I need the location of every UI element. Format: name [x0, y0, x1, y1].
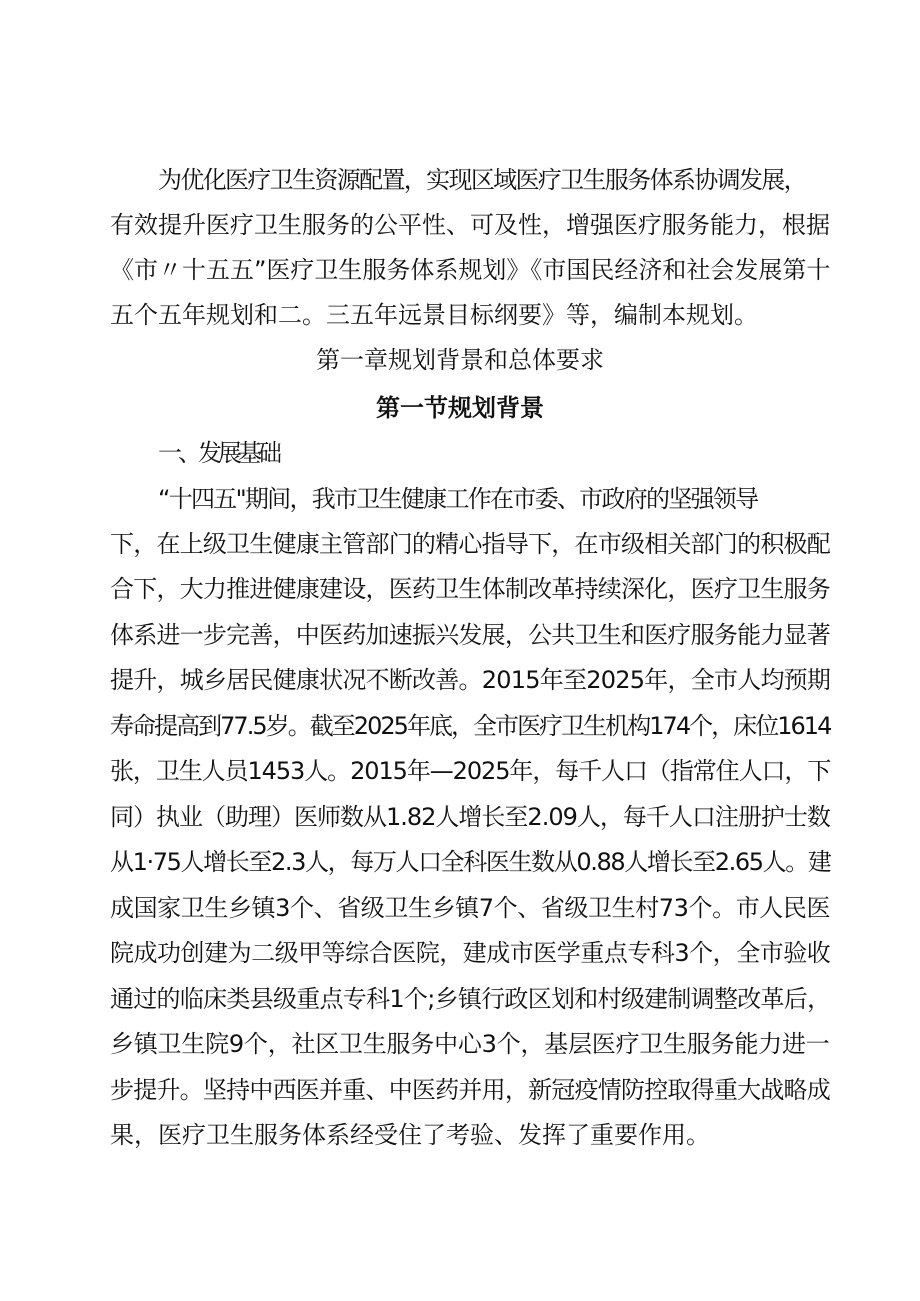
body-line-2: 下，在上级卫生健康主管部门的精心指导下，在市级相关部门的积极配: [110, 530, 830, 558]
intro-line-3: 《市〃十五五”医疗卫生服务体系规划》《市国民经济和社会发展第十: [110, 256, 831, 284]
section-title: 第一节规划背景: [376, 394, 544, 422]
body-line-3: 合下，大力推进健康建设，医药卫生体制改革持续深化，医疗卫生服务: [110, 575, 830, 603]
body-line-6: 寿命提高到77.5岁。截至2025年底，全市医疗卫生机构174个，床位1614: [110, 712, 831, 740]
body-line-9: 从1·75人增长至2.3人，每万人口全科医生数从0.88人增长至2.65人。建: [110, 848, 831, 876]
body-line-12: 通过的临床类县级重点专科1个;乡镇行政区划和村级建制调整改革后，: [110, 985, 831, 1013]
body-line-7: 张，卫生人员1453人。2015年—2025年，每千人口（指常住人口，下: [110, 757, 831, 785]
body-line-13: 乡镇卫生院9个，社区卫生服务中心3个，基层医疗卫生服务能力进一: [110, 1030, 830, 1058]
body-line-15: 果，医疗卫生服务体系经受住了考验、发挥了重要作用。: [110, 1121, 710, 1149]
body-line-5: 提升，城乡居民健康状况不断改善。2015年至2025年，全市人均预期: [110, 666, 831, 694]
body-line-11: 院成功创建为二级甲等综合医院，建成市医学重点专科3个，全市验收: [110, 939, 831, 967]
intro-line-1: 为优化医疗卫生资源配置，实现区域医疗卫生服务体系协调发展，: [158, 166, 806, 194]
body-line-14: 步提升。坚持中西医并重、中医药并用，新冠疫情防控取得重大战略成: [110, 1076, 830, 1104]
subsection-title: 一、发展基础: [158, 439, 278, 467]
body-line-1: “十四五"期间，我市卫生健康工作在市委、市政府的坚强领导: [158, 485, 758, 513]
body-line-4: 体系进一步完善，中医药加速振兴发展，公共卫生和医疗服务能力显著: [110, 621, 830, 649]
intro-line-2: 有效提升医疗卫生服务的公平性、可及性，增强医疗服务能力，根据: [110, 211, 830, 239]
body-line-8: 同）执业（助理）医师数从1.82人增长至2.09人，每千人口注册护士数: [110, 803, 830, 831]
chapter-title: 第一章规划背景和总体要求: [316, 346, 604, 374]
intro-line-4: 五个五年规划和二。三五年远景目标纲要》等，编制本规划。: [110, 301, 758, 329]
body-line-10: 成国家卫生乡镇3个、省级卫生乡镇7个、省级卫生村73个。市人民医: [110, 894, 831, 922]
